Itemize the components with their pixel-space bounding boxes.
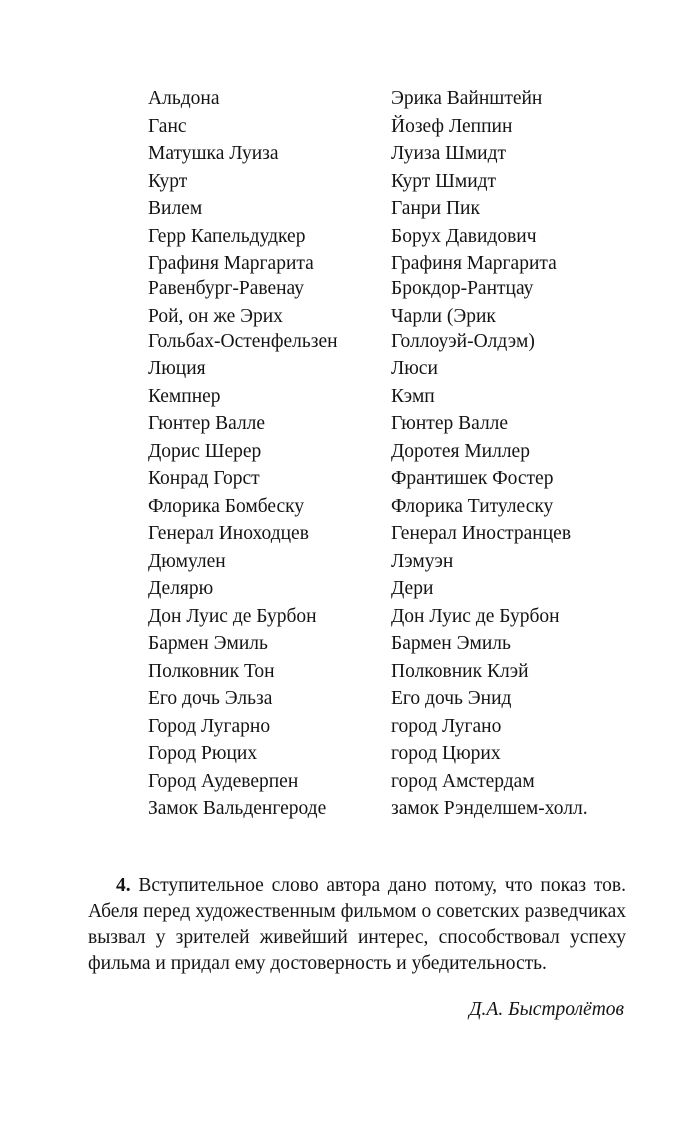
name-row xyxy=(148,196,628,224)
author-signature: Д.А. Быстролётов xyxy=(469,999,624,1020)
original-name: Замок Вальденгероде xyxy=(148,798,327,819)
renamed-name: Эрика Вайнштейн xyxy=(391,88,543,109)
name-row xyxy=(148,769,628,797)
renamed-name: Графиня Маргарита Брокдор-Рантцау xyxy=(391,253,557,299)
name-row xyxy=(148,741,628,769)
name-row xyxy=(148,411,628,439)
renamed-name: Полковник Клэй xyxy=(391,660,529,682)
original-name: Генерал Иноходцев xyxy=(148,523,309,544)
renamed-name: Борух Давидович xyxy=(391,225,537,247)
renamed-name: Люси xyxy=(391,358,438,379)
renamed-name: Гюнтер Валле xyxy=(391,413,509,434)
footnote-paragraph xyxy=(88,873,626,977)
name-row xyxy=(148,686,628,714)
original-name: Вилем xyxy=(148,198,203,219)
names-table-body xyxy=(148,86,628,824)
renamed-name: Дери xyxy=(391,578,434,599)
footnote-text: Вступительное слово автора дано потому, что показ тов. Абеля перед художественным фильмом о советских разведчиках вызвал у зрителей живейший интерес, способствовал успеху фильма и придал ему достоверность и убедительность. xyxy=(88,874,627,974)
original-name: Герр Капельдудкер xyxy=(148,225,306,247)
original-name: Кемпнер xyxy=(148,385,221,407)
name-row xyxy=(148,659,628,687)
name-row xyxy=(148,439,628,467)
original-name: Флорика Бомбеску xyxy=(148,495,305,517)
original-name: Гюнтер Валле xyxy=(148,413,266,434)
names-table xyxy=(148,86,628,824)
original-name: Матушка Луиза xyxy=(148,143,279,164)
name-row xyxy=(148,466,628,494)
original-name: Курт xyxy=(148,170,188,192)
name-row xyxy=(148,604,628,632)
name-row xyxy=(148,169,628,197)
name-row xyxy=(148,549,628,577)
renamed-name: Его дочь Энид xyxy=(391,688,512,709)
original-name: Ганс xyxy=(148,115,187,137)
name-row xyxy=(148,356,628,384)
name-row xyxy=(148,796,628,824)
original-name: Город Лугарно xyxy=(148,715,271,737)
name-row xyxy=(148,141,628,169)
original-name: Его дочь Эльза xyxy=(148,688,273,709)
renamed-name: Луиза Шмидт xyxy=(391,143,507,164)
renamed-name: Чарли (Эрик Голлоуэй-Олдэм) xyxy=(391,305,535,352)
renamed-name: Франтишек Фостер xyxy=(391,468,554,489)
original-name: Город Аудеверпен xyxy=(148,770,299,792)
original-name: Графиня Маргарита Равенбург-Равенау xyxy=(148,253,314,299)
original-name: Дюмулен xyxy=(148,550,226,572)
original-name: Город Рюцих xyxy=(148,743,258,764)
renamed-name: Кэмп xyxy=(391,385,435,407)
renamed-name: город Цюрих xyxy=(391,743,501,764)
footnote-number: 4. xyxy=(116,874,131,896)
name-row xyxy=(148,576,628,604)
name-row xyxy=(148,714,628,742)
name-row xyxy=(148,521,628,549)
name-row xyxy=(148,224,628,252)
original-name: Дон Луис де Бурбон xyxy=(148,605,317,627)
renamed-name: Йозеф Леппин xyxy=(391,115,513,137)
name-row xyxy=(148,251,628,304)
name-row xyxy=(148,86,628,114)
renamed-name: Флорика Титулеску xyxy=(391,495,554,517)
original-name: Бармен Эмиль xyxy=(148,633,268,654)
name-row xyxy=(148,631,628,659)
renamed-name: Курт Шмидт xyxy=(391,170,497,192)
name-row xyxy=(148,114,628,142)
name-row xyxy=(148,494,628,522)
original-name: Дорис Шерер xyxy=(148,440,262,462)
original-name: Рой, он же Эрих Гольбах-Остенфельзен xyxy=(148,305,338,352)
renamed-name: Генерал Иностранцев xyxy=(391,523,572,544)
original-name: Полковник Тон xyxy=(148,660,275,682)
renamed-name: замок Рэнделшем-холл. xyxy=(391,798,588,819)
renamed-name: город Лугано xyxy=(391,715,502,737)
original-name: Люция xyxy=(148,358,206,379)
original-name: Делярю xyxy=(148,578,214,599)
renamed-name: Лэмуэн xyxy=(391,550,454,572)
renamed-name: Ганри Пик xyxy=(391,198,480,219)
name-row xyxy=(148,304,628,357)
name-row xyxy=(148,384,628,412)
renamed-name: Бармен Эмиль xyxy=(391,633,511,654)
original-name: Конрад Горст xyxy=(148,468,260,489)
renamed-name: город Амстердам xyxy=(391,770,535,792)
original-name: Альдона xyxy=(148,88,220,109)
renamed-name: Доротея Миллер xyxy=(391,440,530,462)
renamed-name: Дон Луис де Бурбон xyxy=(391,605,560,627)
